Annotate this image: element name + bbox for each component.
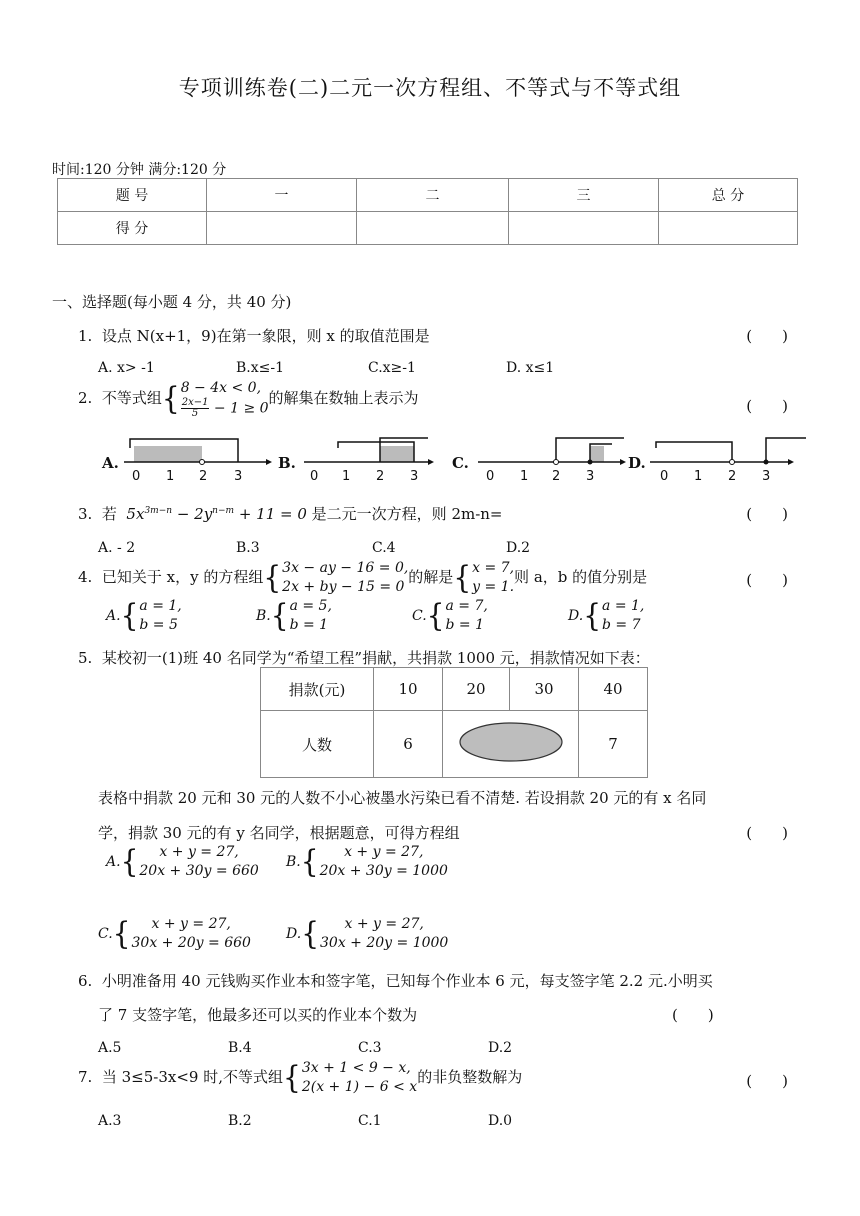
- tick-label: 0: [310, 469, 319, 484]
- option-d: D.2: [506, 540, 531, 556]
- option-c: [98, 915, 251, 953]
- term: − 2y: [172, 505, 213, 523]
- option-b: B.2: [228, 1113, 252, 1129]
- equation-line: 30x + 20y = 1000: [320, 935, 449, 951]
- question-text: 则 a，b 的值分别是: [514, 568, 648, 586]
- tick-label: 1: [166, 469, 175, 484]
- tick-label: 3: [234, 469, 243, 484]
- question-5: [78, 647, 650, 668]
- ink-stain: [456, 720, 566, 764]
- equation-line: 20x + 30y = 1000: [319, 863, 448, 879]
- solution-bracket: [656, 442, 732, 462]
- question-number: 5.: [78, 649, 93, 667]
- equation-line: a = 7,: [445, 598, 488, 614]
- brace-symbol: {: [120, 843, 139, 880]
- question-text: 的非负整数解为: [417, 1068, 523, 1086]
- score-entry-cell: [357, 212, 509, 245]
- option-label: D.: [568, 607, 584, 624]
- answer-paren: ( ): [672, 1006, 714, 1024]
- score-table-cell: 得 分: [58, 212, 207, 245]
- answer-paren: ( ): [746, 505, 788, 523]
- score-table-header-row: [58, 179, 798, 212]
- option-label: A.: [102, 454, 119, 472]
- equation-line: 3x − ay − 16 = 0,: [282, 560, 409, 576]
- ink-stain-cell: [443, 711, 579, 778]
- brace-symbol: {: [283, 1059, 301, 1096]
- option-b: [286, 843, 448, 881]
- equation-line: 30x + 20y = 660: [131, 935, 251, 951]
- closed-point: [764, 460, 769, 465]
- option-label: A.: [106, 853, 121, 870]
- fraction-numerator: 2x−1: [181, 397, 209, 408]
- brace-symbol: {: [426, 597, 445, 634]
- equation-line: x + y = 27,: [151, 916, 231, 932]
- term: 5x: [126, 505, 145, 523]
- equation-line: x + y = 27,: [344, 916, 424, 932]
- number-line-options: [98, 432, 818, 488]
- number-line-c: [452, 438, 626, 484]
- shaded-region: [134, 446, 202, 462]
- answer-paren: ( ): [746, 1072, 788, 1090]
- question-text: 某校初一(1)班 40 名同学为“希望工程”捐献，共捐款 1000 元，捐款情况如下表：: [101, 649, 650, 667]
- question-number: 6.: [78, 972, 93, 990]
- score-table-cell: 一: [207, 179, 357, 212]
- equation-line: a = 1,: [602, 598, 645, 614]
- axis-arrow: [788, 459, 794, 465]
- tick-label: 0: [486, 469, 495, 484]
- equation-system: [472, 559, 514, 597]
- tick-label: 2: [199, 469, 208, 484]
- equation-system: [181, 379, 269, 419]
- question-text: 表格中捐款 20 元和 30 元的人数不小心被墨水污染已看不清楚. 若设捐款 20 元的有 x 名同: [98, 789, 707, 807]
- tick-label: 1: [694, 469, 703, 484]
- option-c: C.4: [372, 540, 396, 556]
- option-d: D.0: [488, 1113, 513, 1129]
- option-d: D. x≤1: [506, 360, 555, 376]
- number-line-d: [628, 438, 806, 484]
- brace-symbol: {: [301, 915, 320, 952]
- option-c: [412, 597, 488, 635]
- exponent: 3m−n: [144, 506, 173, 516]
- question-number: 1.: [78, 327, 93, 345]
- brace-symbol: {: [263, 559, 282, 596]
- equation-line: a = 5,: [289, 598, 332, 614]
- question-text: 小明准备用 40 元钱购买作业本和签字笔，已知每个作业本 6 元，每支签字笔 2.2 元.小明买: [101, 972, 713, 990]
- equation-line: b = 1: [445, 617, 484, 633]
- equation-line: a = 1,: [139, 598, 182, 614]
- question-text: 已知关于 x，y 的方程组: [101, 568, 264, 586]
- question-3: [78, 503, 503, 524]
- brace-symbol: {: [120, 597, 139, 634]
- option-label: B.: [256, 607, 271, 624]
- open-point: [200, 460, 205, 465]
- donation-row: [261, 711, 648, 778]
- option-b: B.4: [228, 1040, 252, 1056]
- option-label: D.: [286, 925, 302, 942]
- equation-system: [602, 597, 644, 635]
- tick-label: 3: [762, 469, 771, 484]
- shaded-region: [590, 446, 604, 462]
- equation-system: [290, 597, 332, 635]
- option-a: A. x> -1: [98, 360, 155, 376]
- tick-label: 2: [728, 469, 737, 484]
- equation-line: b = 5: [139, 617, 178, 633]
- option-b: B.x≤-1: [236, 360, 285, 376]
- equation-line: x + y = 27,: [344, 844, 424, 860]
- equation: [126, 505, 306, 523]
- tick-label: 0: [132, 469, 141, 484]
- equation-system: [282, 559, 408, 597]
- equation-system: [320, 915, 448, 953]
- table-cell: 6: [374, 711, 443, 778]
- score-entry-cell: [207, 212, 357, 245]
- equation-line: b = 1: [289, 617, 329, 633]
- question-text: 的解是: [408, 568, 454, 586]
- open-point: [554, 460, 559, 465]
- table-cell: 20: [443, 668, 510, 711]
- brace-symbol: {: [270, 597, 289, 634]
- question-7: [78, 1059, 522, 1097]
- option-a: A.5: [98, 1040, 122, 1056]
- equation-system: [446, 597, 488, 635]
- number-line-a: [101, 439, 272, 484]
- question-4: [78, 559, 647, 597]
- tick-label: 1: [520, 469, 529, 484]
- option-a: A.3: [98, 1113, 122, 1129]
- option-c: C.1: [358, 1113, 382, 1129]
- equation-system: [132, 915, 251, 953]
- question-text: 学，捐款 30 元的有 y 名同学，根据题意，可得方程组: [98, 824, 460, 842]
- question-number: 7.: [78, 1068, 93, 1086]
- question-text: 设点 N(x+1，9)在第一象限，则 x 的取值范围是: [101, 327, 430, 345]
- answer-paren: ( ): [746, 327, 788, 345]
- tick-label: 3: [586, 469, 595, 484]
- table-cell: 10: [374, 668, 443, 711]
- donation-table: [260, 667, 648, 778]
- equation-line: b = 7: [602, 617, 641, 633]
- fraction: [181, 398, 210, 419]
- question-number: 4.: [78, 568, 93, 586]
- score-entry-cell: [509, 212, 659, 245]
- donation-header-row: [261, 668, 648, 711]
- tick-label: 3: [410, 469, 419, 484]
- axis-arrow: [266, 459, 272, 465]
- option-label: C.: [412, 607, 427, 624]
- answer-paren: ( ): [746, 824, 788, 842]
- equation-line: y = 1.: [472, 579, 515, 595]
- brace-symbol: {: [583, 597, 602, 634]
- score-table-row: [58, 212, 798, 245]
- option-b: B.3: [236, 540, 260, 556]
- option-label: D.: [628, 454, 646, 472]
- brace-symbol: {: [300, 843, 319, 880]
- option-c: C.3: [358, 1040, 382, 1056]
- brace-symbol: {: [112, 915, 131, 952]
- solution-bracket: [766, 438, 806, 462]
- option-a: [106, 597, 182, 635]
- question-text: 的解集在数轴上表示为: [268, 389, 419, 407]
- question-number: 2.: [78, 389, 93, 407]
- equation-system: [302, 1059, 417, 1097]
- option-d: [568, 597, 644, 635]
- equation-system: [139, 843, 258, 881]
- equation-line: 20x + 30y = 660: [139, 863, 259, 879]
- score-table-cell: 总 分: [659, 179, 798, 212]
- equation-line: x + y = 27,: [159, 844, 239, 860]
- number-line-b: [278, 438, 434, 484]
- option-a: A. - 2: [98, 540, 136, 556]
- equation-line: x = 7,: [472, 560, 515, 576]
- option-label: B.: [278, 454, 296, 472]
- time-score-line: 时间:120 分钟 满分:120 分: [52, 162, 227, 178]
- question-1: [78, 325, 430, 346]
- option-label: C.: [452, 454, 469, 472]
- tick-label: 0: [660, 469, 669, 484]
- option-label: C.: [98, 925, 113, 942]
- section-heading: 一、选择题(每小题 4 分，共 40 分): [52, 293, 292, 311]
- question-text: 不等式组: [101, 389, 162, 407]
- brace-symbol: {: [453, 559, 472, 596]
- axis-arrow: [620, 459, 626, 465]
- shaded-region: [380, 446, 414, 462]
- option-label: B.: [286, 853, 301, 870]
- table-cell: 7: [579, 711, 648, 778]
- question-text: 了 7 支签字笔，他最多还可以买的作业本个数为: [98, 1006, 418, 1024]
- question-2: [78, 379, 419, 419]
- equation-line: 8 − 4x < 0,: [180, 380, 262, 396]
- score-entry-cell: [659, 212, 798, 245]
- tick-label: 2: [552, 469, 561, 484]
- score-table-cell: 三: [509, 179, 659, 212]
- score-table-cell: 二: [357, 179, 509, 212]
- page-title: 专项训练卷(二)二元一次方程组、不等式与不等式组: [178, 76, 682, 100]
- table-cell: 捐款(元): [261, 668, 374, 711]
- tick-label: 2: [376, 469, 385, 484]
- answer-paren: ( ): [746, 397, 788, 415]
- option-c: C.x≥-1: [368, 360, 416, 376]
- option-d: [286, 915, 448, 953]
- question-text: 若: [101, 505, 117, 523]
- option-label: A.: [106, 607, 121, 624]
- question-number: 3.: [78, 505, 93, 523]
- answer-paren: ( ): [746, 571, 788, 589]
- option-a: [106, 843, 259, 881]
- equation-line: − 1 ≥ 0: [213, 400, 269, 417]
- brace-symbol: {: [161, 380, 180, 417]
- table-cell: 40: [579, 668, 648, 711]
- score-table-cell: 题 号: [58, 179, 207, 212]
- term: + 11 = 0: [234, 505, 307, 523]
- table-cell: 30: [510, 668, 579, 711]
- closed-point: [588, 460, 593, 465]
- equation-line: 3x + 1 < 9 − x,: [301, 1060, 411, 1076]
- option-b: [256, 597, 332, 635]
- exponent: n−m: [212, 506, 235, 516]
- question-6: [78, 970, 713, 991]
- question-text: 当 3≤5-3x<9 时,不等式组: [101, 1068, 284, 1086]
- equation-line: 2(x + 1) − 6 < x: [301, 1079, 418, 1095]
- equation-system: [320, 843, 448, 881]
- option-d: D.2: [488, 1040, 513, 1056]
- open-point: [730, 460, 735, 465]
- tick-label: 1: [342, 469, 351, 484]
- axis-arrow: [428, 459, 434, 465]
- score-table: [57, 178, 798, 245]
- fraction-denominator: 5: [191, 408, 199, 419]
- equation-line: 2x + by − 15 = 0: [282, 579, 405, 595]
- equation-system: [139, 597, 181, 635]
- question-text: 是二元一次方程，则 2m-n=: [311, 505, 503, 523]
- table-cell: 人数: [261, 711, 374, 778]
